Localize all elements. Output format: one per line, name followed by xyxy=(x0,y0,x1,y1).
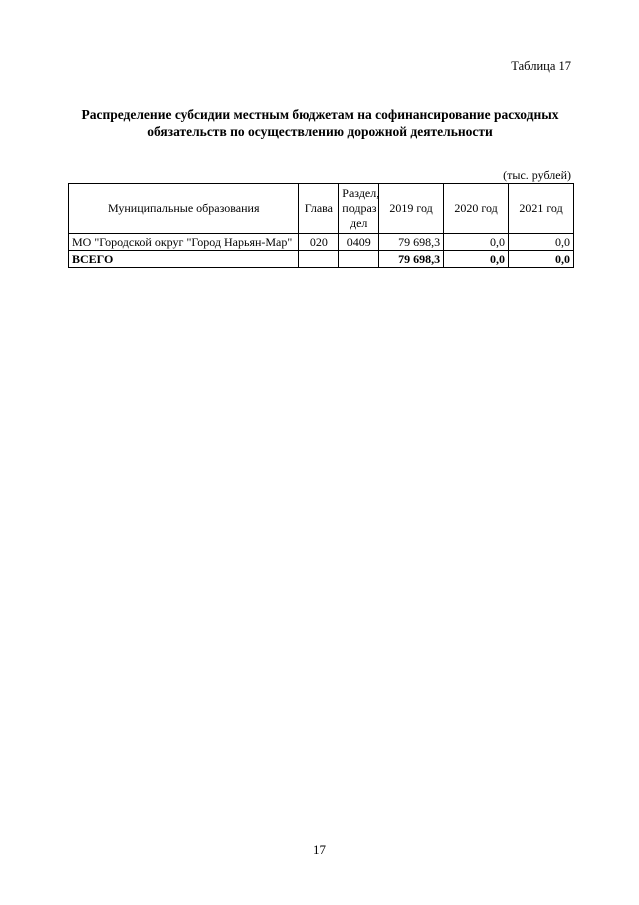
total-2019: 79 698,3 xyxy=(379,251,444,268)
header-2021: 2021 год xyxy=(509,184,574,234)
header-2020: 2020 год xyxy=(444,184,509,234)
document-title: Распределение субсидии местным бюджетам на софинансирование расходных обязательств по осуществлению дорожной деятельности xyxy=(81,107,559,139)
table-number-label: Таблица 17 xyxy=(511,59,571,73)
header-2019: 2019 год xyxy=(379,184,444,234)
table-row xyxy=(69,234,574,251)
cell-2019: 79 698,3 xyxy=(379,234,444,251)
total-2021: 0,0 xyxy=(509,251,574,268)
subsidy-table xyxy=(68,183,574,268)
cell-municipality: МО "Городской округ "Город Нарьян-Мар" xyxy=(69,234,299,251)
cell-section: 0409 xyxy=(339,234,379,251)
table-total-row xyxy=(69,251,574,268)
total-label: ВСЕГО xyxy=(69,251,299,268)
header-section: Раздел, подраз дел xyxy=(339,184,379,234)
total-section xyxy=(339,251,379,268)
units-label: (тыс. рублей) xyxy=(503,168,571,182)
cell-chapter: 020 xyxy=(299,234,339,251)
page-number: 17 xyxy=(313,842,326,857)
cell-2020: 0,0 xyxy=(444,234,509,251)
header-chapter: Глава xyxy=(299,184,339,234)
table-header-row xyxy=(69,184,574,234)
total-2020: 0,0 xyxy=(444,251,509,268)
cell-2021: 0,0 xyxy=(509,234,574,251)
header-municipality: Муниципальные образования xyxy=(69,184,299,234)
total-chapter xyxy=(299,251,339,268)
